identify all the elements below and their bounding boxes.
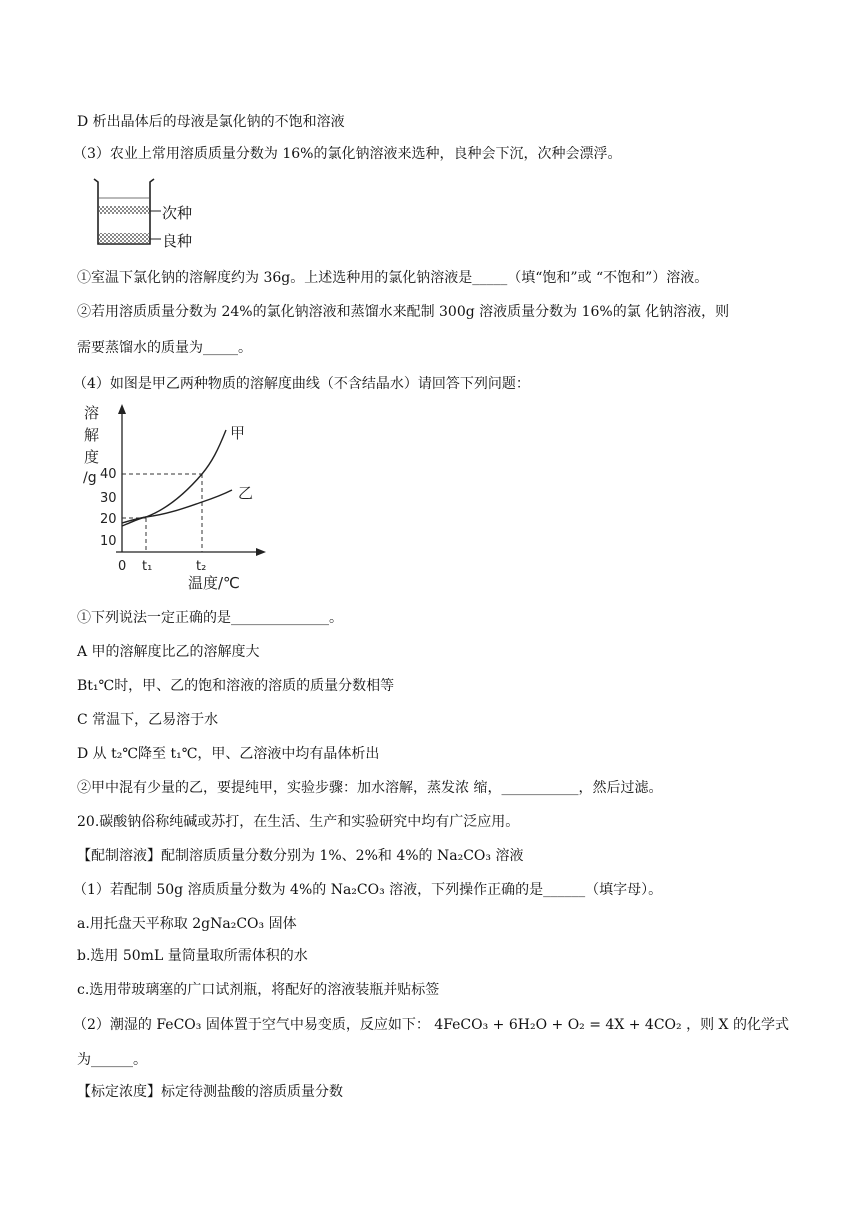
floating-seeds-layer: [99, 206, 149, 214]
text-line-q3-intro: （3）农业上常用溶质质量分数为 16%的氯化钠溶液来选种，良种会下沉，次种会漂浮。: [73, 146, 622, 162]
y-axis-arrow: [118, 404, 126, 414]
text-line-q3-2b: 需要蒸馏水的质量为_____。: [77, 340, 252, 356]
y-tick-label: 20: [100, 512, 117, 527]
series-label-yi: 乙: [238, 484, 254, 502]
x-tick-label: 0: [118, 559, 127, 574]
sunk-seeds-layer: [99, 233, 149, 243]
solubility-chart: [80, 402, 280, 598]
text-line-option-b: Bt₁℃时，甲、乙的饱和溶液的溶质的质量分数相等: [77, 678, 395, 694]
text-line-q4-intro: （4）如图是甲乙两种物质的溶解度曲线（不含结晶水）请回答下列问题：: [73, 376, 530, 392]
text-line-q20-2b: 为______。: [77, 1052, 147, 1068]
text-line-option-d: D 从 t₂℃降至 t₁℃，甲、乙溶液中均有晶体析出: [77, 746, 380, 762]
text-line-q3-2a: ②若用溶质质量分数为 24%的氯化钠溶液和蒸馏水来配制 300g 溶液质量分数为 16%的氯 化钠溶液，则: [77, 304, 730, 320]
y-label-char: 溶: [84, 404, 100, 422]
text-line-q4-1: ①下列说法一定正确的是______________。: [77, 610, 343, 626]
text-line-q3-1: ①室温下氯化钠的溶解度约为 36g。上述选种用的氯化钠溶液是_____（填“饱和”或 “不饱和”）溶液。: [77, 270, 709, 286]
x-tick-label: t₁: [142, 559, 153, 574]
y-label-char: 解: [84, 426, 100, 444]
y-label-char: /g: [83, 470, 97, 486]
beaker-figure: [88, 176, 208, 252]
text-line-q20-1: （1）若配制 50g 溶质质量分数为 4%的 Na₂CO₃ 溶液，下列操作正确的是______（填字母）。: [73, 882, 663, 898]
text-line-d-option: D 析出晶体后的母液是氯化钠的不饱和溶液: [77, 114, 345, 130]
text-line-q4-2: ②甲中混有少量的乙，要提纯甲，实验步骤：加水溶解，蒸发浓 缩，___________，然后过滤。: [77, 780, 663, 796]
text-line-section-calibrate: 【标定浓度】标定待测盐酸的溶质质量分数: [77, 1084, 343, 1100]
y-tick-label: 10: [100, 534, 117, 549]
x-tick-label: t₂: [196, 559, 207, 574]
x-axis-arrow: [256, 548, 266, 556]
y-label-char: 度: [84, 448, 100, 466]
curve-yi: [122, 490, 232, 523]
text-line-q20-intro: 20.碳酸钠俗称纯碱或苏打，在生活、生产和实验研究中均有广泛应用。: [77, 814, 520, 830]
x-axis-title: 温度/℃: [188, 574, 240, 592]
text-line-option-a: A 甲的溶解度比乙的溶解度大: [77, 644, 260, 660]
y-tick-label: 40: [100, 467, 117, 482]
text-line-option-c-lower: c.选用带玻璃塞的广口试剂瓶，将配好的溶液装瓶并贴标签: [77, 982, 440, 998]
y-tick-label: 30: [100, 491, 117, 506]
text-line-q20-2a: （2）潮湿的 FeCO₃ 固体置于空气中易变质，反应如下： 4FeCO₃ + 6H₂O + O₂ = 4X + 4CO₂ ，则 X 的化学式: [73, 1017, 789, 1033]
text-line-section-prepare: 【配制溶液】配制溶质质量分数分别为 1%、2%和 4%的 Na₂CO₃ 溶液: [77, 848, 524, 864]
label-inferior-seeds: 次种: [162, 204, 193, 222]
text-line-option-a-lower: a.用托盘天平称取 2gNa₂CO₃ 固体: [77, 916, 297, 932]
series-label-jia: 甲: [230, 424, 246, 442]
text-line-option-b-lower: b.选用 50mL 量筒量取所需体积的水: [77, 948, 308, 964]
label-good-seeds: 良种: [162, 232, 193, 250]
text-line-option-c: C 常温下，乙易溶于水: [77, 712, 219, 728]
